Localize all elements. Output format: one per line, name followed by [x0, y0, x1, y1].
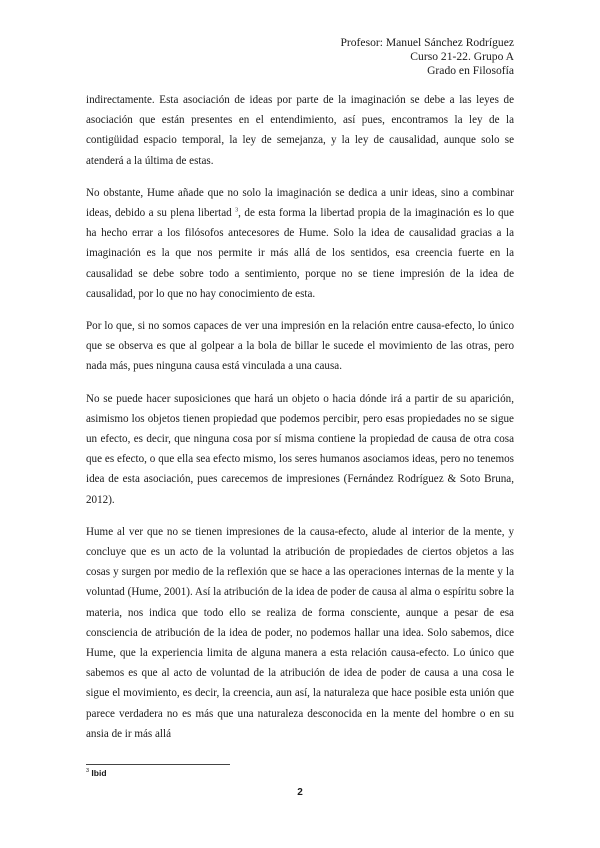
paragraph-5: Hume al ver que no se tienen impresiones de la causa-efecto, alude al interior de la mente, y concluye que es un acto de la voluntad la atribución de propiedades de ciertos objetos a las cosas y surgen por medio de la reflexión que se hace a las operaciones internas de la mente y la voluntad (Hume, 2001). Así la atribución de la idea de poder de causa al alma o espíritu sobre la materia, nos indica que todo ello se realiza de forma consciente, aunque a pesar de esa consciencia de atribución de la idea de poder, no podemos hallar una idea. Solo sabemos, dice Hume, que la experiencia limita de alguna manera a esta relación causa-efecto. Lo único que sabemos es que al acto de voluntad de la atribución de idea de poder de causa a una cosa le sigue el movimiento, es decir, la creencia, aun así, la naturaleza que hace posible esta unión que parece verdadera no es más que una naturaleza desconocida en la mente del hombre o en su ansia de ir más allá [86, 525, 514, 740]
body-text [86, 90, 514, 756]
header-professor: Profesor: Manuel Sánchez Rodríguez [340, 36, 514, 49]
footnote [86, 768, 107, 778]
paragraph-2 [86, 183, 514, 304]
paragraph-2-part-b: , de esta forma la libertad propia de la imaginación es lo que ha hecho errar a los filósofos antecesores de Hume. Solo la idea de causalidad gracias a la imaginación es la que nos permite ir más allá de los sentidos, esa creencia fuerte en la causalidad se debe sobre todo a sentimiento, porque no se tiene impresión de la idea de causalidad, por lo que no hay conocimiento de esta. [86, 207, 514, 300]
paragraph-4: No se puede hacer suposiciones que hará un objeto o hacia dónde irá a partir de su aparición, asimismo los objetos tienen propiedad que podemos percibir, pero esas propiedades no se sigue un efecto, es decir, que ninguna cosa por sí misma contiene la propiedad de causa de otra cosa que es efecto, o que ella sea efecto mismo, los seres humanos asociamos ideas, pero no tenemos idea de esta asociación, pues carecemos de impresiones (Fernández Rodríguez & Soto Bruna, 2012). [86, 392, 514, 506]
paragraph-3: Por lo que, si no somos capaces de ver una impresión en la relación entre causa-efecto, lo único que se observa es que al golpear a la bola de billar le sucede el movimiento de las otras, pero nada más, pues ninguna causa está vinculada a una causa. [86, 320, 514, 373]
footnote-separator [86, 764, 230, 765]
paragraph-2-part-a: No obstante, Hume añade que no solo la imaginación se dedica a unir ideas, sino a combinar ideas, debido a su plena libertad [86, 186, 514, 220]
page-header [340, 36, 514, 78]
header-course: Curso 21-22. Grupo A [410, 50, 514, 63]
page-number: 2 [297, 787, 303, 798]
paragraph-1: indirectamente. Esta asociación de ideas por parte de la imaginación se debe a las leyes de asociación que están presentes en el entendimiento, así pues, encontramos la ley de la contigüidad espacio temporal, la ley de semejanza, y la ley de causalidad, aunque solo se atenderá a la última de estas. [86, 94, 514, 167]
footnote-number: 3 [86, 768, 90, 775]
header-degree: Grado en Filosofía [427, 64, 514, 77]
footnote-text: Ibid [89, 768, 107, 778]
footnote-reference: 3 [235, 207, 239, 214]
